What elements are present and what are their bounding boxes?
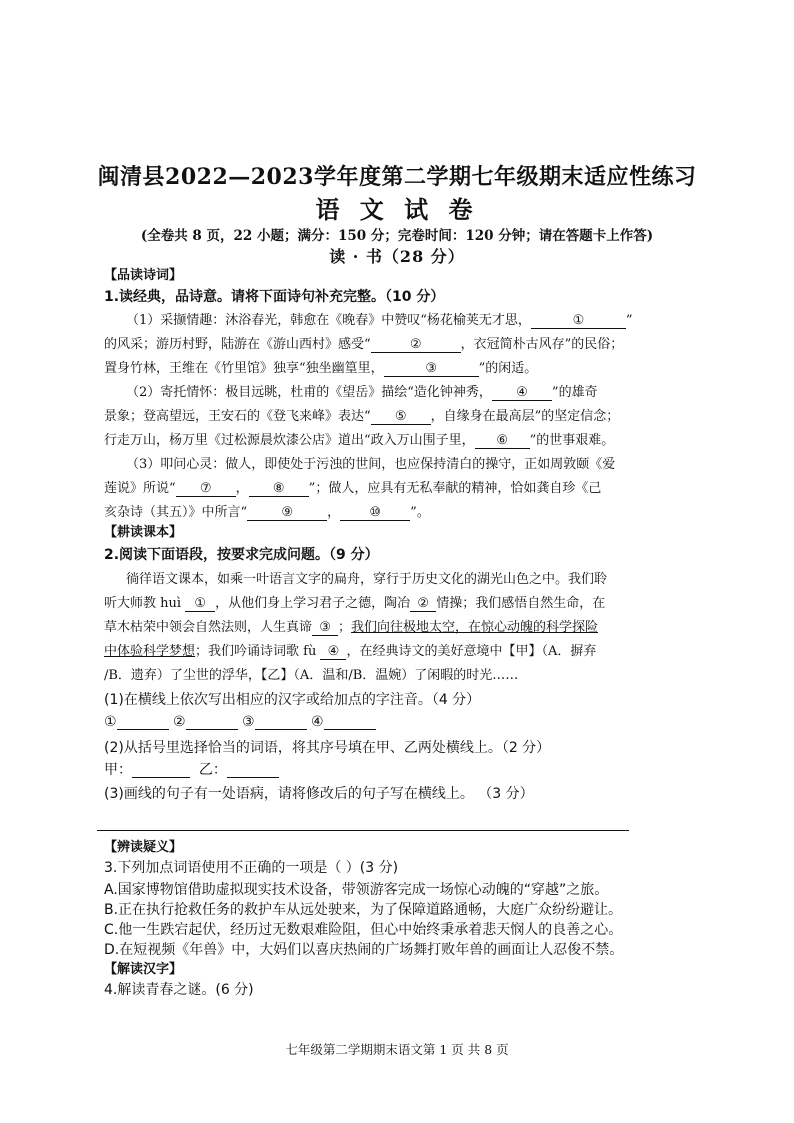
exam-title: 闽清县2022—2023学年度第二学期七年级期末适应性练习 <box>97 164 697 190</box>
passage-line-4: 中体验科学梦想；我们吟诵诗词歌 fù ④ ，在经典诗文的美好意境中【甲】（A．摒弃 <box>104 644 597 659</box>
answer-blank-4[interactable] <box>324 715 376 730</box>
blank-3[interactable]: ③ <box>384 362 479 377</box>
passage-blank-3[interactable]: ③ <box>312 621 338 636</box>
option-b: B.正在执行抢救任务的救护车从远处驶来，为了保障道路通畅，大庭广众纷纷避让。 <box>104 902 623 918</box>
section-heading-poetry: 【品读诗词】 <box>104 268 183 283</box>
passage-line-1: 徜徉语文课本，如乘一叶语言文字的扁舟，穿行于历史文化的湖光山色之中。我们聆 <box>126 572 608 587</box>
option-a: A.国家博物馆借助虚拟现实技术设备，带领游客完成一场惊心动魄的“穿越”之旅。 <box>104 882 609 898</box>
q1-part3-line1: （3）叩问心灵：做人，即使处于污浊的世间，也应保持清白的操守，正如周敦颐《爱 <box>126 457 616 472</box>
sub-question-2: (2)从括号里选择恰当的词语，将其序号填在甲、乙两处横线上。（2 分） <box>104 740 551 756</box>
answer-blank-1[interactable] <box>117 715 169 730</box>
passage-line-2: 听大师教 huì ① ，从他们身上学习君子之德，陶冶 ② 情操；我们感悟自然生命，在 <box>104 596 606 611</box>
q1-part2-line1: （2）寄托情怀：极目远眺，杜甫的《望岳》描绘“造化钟神秀， ④ ”的雄奇 <box>126 385 598 400</box>
sub-q2-answer-row: 甲： 乙： <box>104 762 279 778</box>
page-footer: 七年级第二学期期末语文第 1 页 共 8 页 <box>285 1042 509 1057</box>
question-3: 3.下列加点词语使用不正确的一项是（ ）(3 分) <box>104 860 399 876</box>
blank-4[interactable]: ④ <box>492 386 552 401</box>
question-2: 2.阅读下面语段，按要求完成问题。（9 分） <box>104 547 379 563</box>
q1-part3-line3: 亥杂诗（其五）》中所言“ ⑨ ， ⑩ ”。 <box>104 505 430 520</box>
passage-line-3: 草木枯荣中领会自然法则，人生真谛 ③ ；我们向往极地太空，在惊心动魄的科学探险 <box>104 620 599 635</box>
option-c: C.他一生跌宕起伏，经历过无数艰难险阻，但心中始终秉承着悲天悯人的良善之心。 <box>104 922 623 938</box>
q1-part1-line3: 置身竹林，王维在《竹里馆》独享“独坐幽篁里， ③ ”的闲适。 <box>104 361 538 376</box>
blank-5[interactable]: ⑤ <box>371 410 431 425</box>
blank-7[interactable]: ⑦ <box>176 482 236 497</box>
blank-10[interactable]: ⑩ <box>340 506 410 521</box>
q1-part2-line3: 行走万山，杨万里《过松源晨炊漆公店》道出“政入万山围子里， ⑥ ”的世事艰难。 <box>104 433 615 448</box>
underlined-sentence-part2: 中体验科学梦想 <box>104 644 196 659</box>
blank-2[interactable]: ② <box>371 338 461 353</box>
exam-info: (全卷共 8 页，22 小题；满分：150 分；完卷时间：120 分钟；请在答题卡上作答) <box>140 228 654 244</box>
answer-blank-jia[interactable] <box>132 763 190 778</box>
part-heading: 读 · 书（28 分） <box>329 247 465 266</box>
q1-part1-line2: 的风采；游历村野，陆游在《游山西村》感受“ ② ，衣冠简朴古风存”的民俗； <box>104 337 624 352</box>
answer-blank-2[interactable] <box>186 715 238 730</box>
passage-blank-1[interactable]: ① <box>185 597 215 612</box>
underlined-sentence-part1: 我们向往极地太空，在惊心动魄的科学探险 <box>351 620 599 635</box>
sub-question-1: (1)在横线上依次写出相应的汉字或给加点的字注音。（4 分） <box>104 692 481 708</box>
blank-9[interactable]: ⑨ <box>247 506 327 521</box>
sub-question-3: (3)画线的句子有一处语病，请将修改后的句子写在横线上。 （3 分） <box>104 786 534 802</box>
sub-q1-answer-row: ① ② ③ ④ <box>104 714 376 730</box>
section-heading-textbook: 【耕读课本】 <box>104 525 183 540</box>
question-1: 1.读经典，品诗意。请将下面诗句补充完整。（10 分） <box>104 289 445 305</box>
option-d: D.在短视频《年兽》中，大妈们以喜庆热闹的广场舞打败年兽的画面让人忍俊不禁。 <box>104 942 624 958</box>
passage-line-5: /B．遗弃）了尘世的浮华，【乙】（A．温和/B．温婉）了闲暇的时光…… <box>104 668 519 683</box>
blank-8[interactable]: ⑧ <box>249 482 309 497</box>
answer-line[interactable] <box>97 830 629 831</box>
blank-6[interactable]: ⑥ <box>475 434 530 449</box>
q1-part2-line2: 景象；登高望远，王安石的《登飞来峰》表达“ ⑤ ，自缘身在最高层”的坚定信念； <box>104 409 620 424</box>
section-heading-characters: 【解读汉字】 <box>104 962 183 977</box>
answer-blank-3[interactable] <box>255 715 307 730</box>
q1-part3-line2: 莲说》所说“ ⑦ ， ⑧ ”；做人，应具有无私奉献的精神，恰如龚自珍《己 <box>104 481 602 496</box>
passage-blank-4[interactable]: ④ <box>320 645 346 660</box>
exam-subtitle: 语 文 试 卷 <box>315 195 479 224</box>
section-heading-ambiguity: 【辨读疑义】 <box>104 840 183 855</box>
question-4: 4.解读青春之谜。(6 分) <box>104 982 254 998</box>
answer-blank-yi[interactable] <box>227 763 279 778</box>
q1-part1-line1: （1）采撷情趣：沐浴春光，韩愈在《晚春》中赞叹“杨花榆荚无才思， ① ” <box>126 313 633 328</box>
blank-1[interactable]: ① <box>531 314 626 329</box>
passage-blank-2[interactable]: ② <box>410 597 436 612</box>
